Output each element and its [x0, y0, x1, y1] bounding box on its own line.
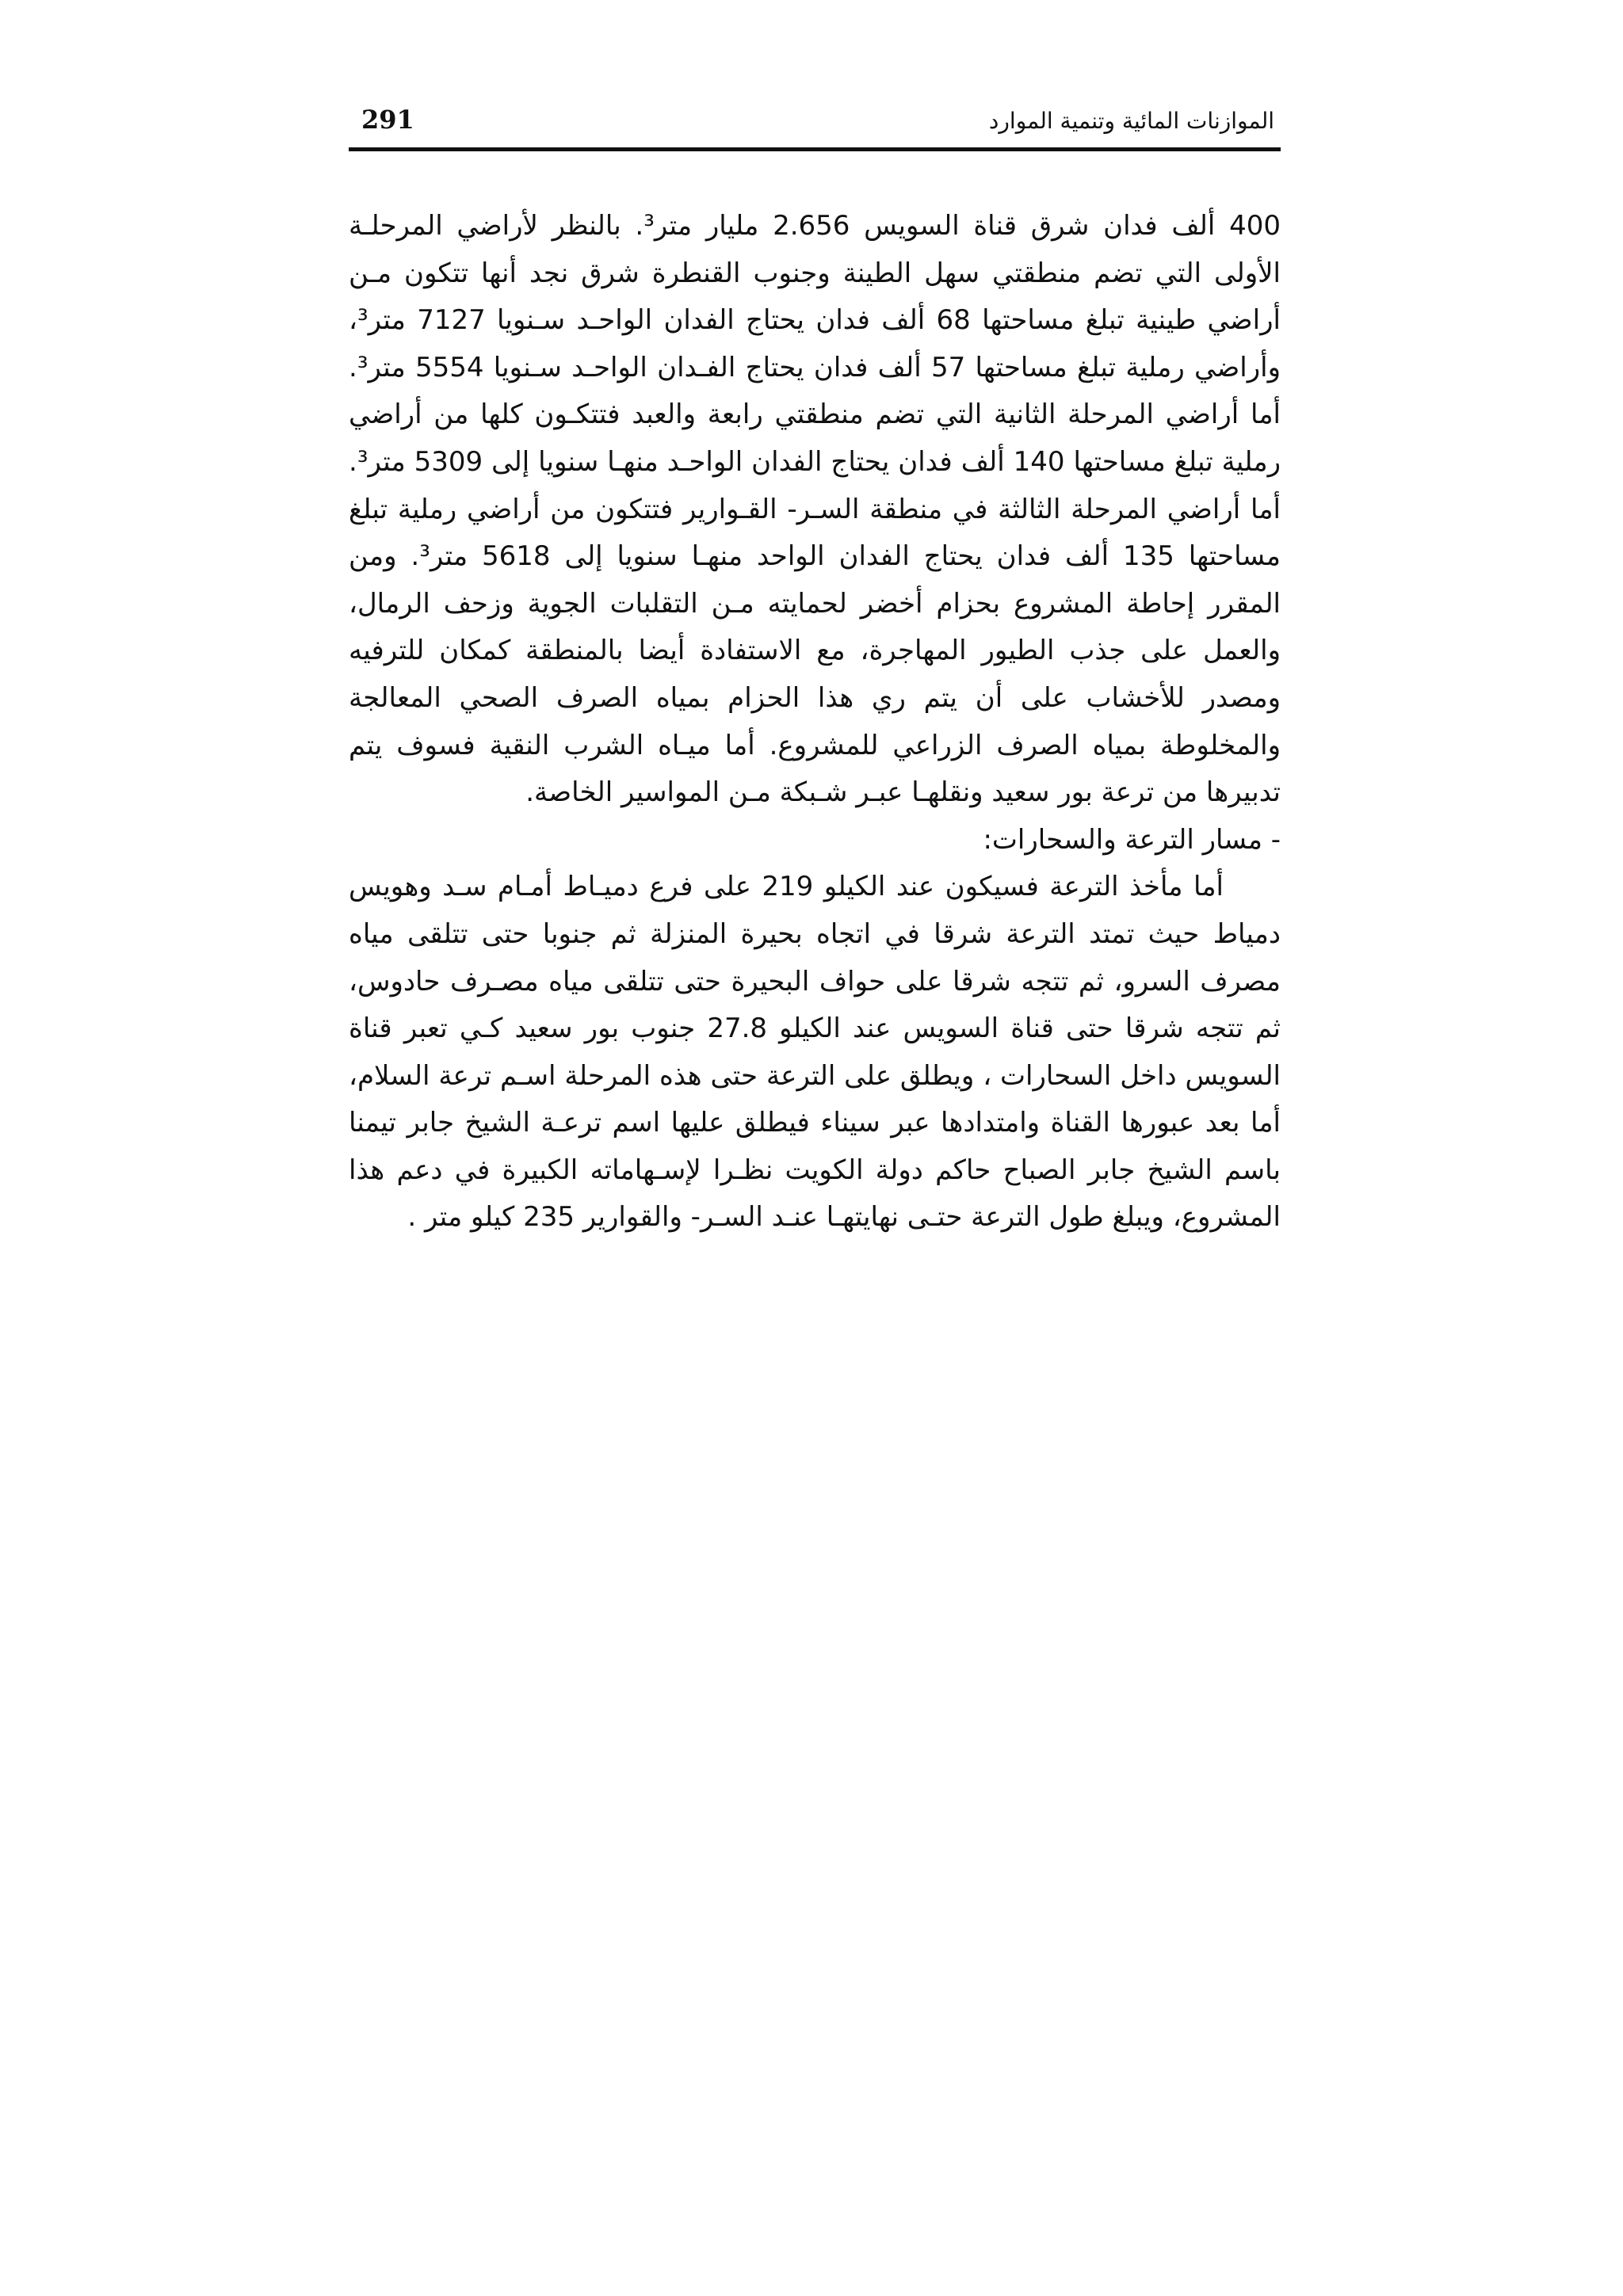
paragraph-canal-route: أما مأخذ الترعة فسيكون عند الكيلو 219 على فرع دميـاط أمـام سـد وهويس دمياط حيث تمتد الترعة شرقا في اتجاه بحيرة المنزلة ثم جنوبا حتى تتلقى مياه مصرف السرو، ثم تتجه شرقا على حواف البحيرة حتى تتلقى مياه مصـرف حادوس، ثم تتجه شرقا حتى قناة السويس عند الكيلو 27.8 جنوب بور سعيد كـي تعبر قناة السويس داخل السحارات ، ويطلق على الترعة حتى هذه المرحلة اسـم ترعة السلام، أما بعد عبورها القناة وامتدادها عبر سيناء فيطلق عليها اسم ترعـة الشيخ جابر تيمنا باسم الشيخ جابر الصباح حاكم دولة الكويت نظـرا لإسـهاماته الكبيرة في دعم هذا المشروع، ويبلغ طول الترعة حتـى نهايتهـا عنـد السـر- والقوارير 235 كيلو متر .: [349, 871, 1281, 1234]
running-title: الموازنات المائية وتنمية الموارد: [988, 108, 1274, 134]
section-subheading: - مسار الترعة والسحارات:: [983, 823, 1281, 856]
header-rule: [349, 147, 1281, 151]
page-header: [349, 101, 1274, 146]
page-number: 291: [361, 105, 414, 135]
paragraph-land-phases: 400 ألف فدان شرق قناة السويس 2.656 مليار متر³. بالنظر لأراضي المرحلـة الأولى التي تضم منطقتي سهل الطينة وجنوب القنطرة شرق نجد أنها تتكون مـن أراضي طينية تبلغ مساحتها 68 ألف فدان يحتاج الفدان الواحـد سـنويا 7127 متر³، وأراضي رملية تبلغ مساحتها 57 ألف فدان يحتاج الفـدان الواحـد سـنويا 5554 متر³. أما أراضي المرحلة الثانية التي تضم منطقتي رابعة والعبد فتتكـون كلها من أراضي رملية تبلغ مساحتها 140 ألف فدان يحتاج الفدان الواحـد منهـا سنويا إلى 5309 متر³. أما أراضي المرحلة الثالثة في منطقة السـر- القـوارير فتتكون من أراضي رملية تبلغ مساحتها 135 ألف فدان يحتاج الفدان الواحد منهـا سنويا إلى 5618 متر³. ومن المقرر إحاطة المشروع بحزام أخضر لحمايته مـن التقلبات الجوية وزحف الرمال، والعمل على جذب الطيور المهاجرة، مع الاستفادة أيضا بالمنطقة كمكان للترفيه ومصدر للأخشاب على أن يتم ري هذا الحزام بمياه الصرف الصحي المعالجة والمخلوطة بمياه الصرف الزراعي للمشروع. أما ميـاه الشرب النقية فسوف يتم تدبيرها من ترعة بور سعيد ونقلهـا عبـر شـبكة مـن المواسير الخاصة.: [349, 210, 1281, 809]
page-body: [349, 203, 1281, 1241]
